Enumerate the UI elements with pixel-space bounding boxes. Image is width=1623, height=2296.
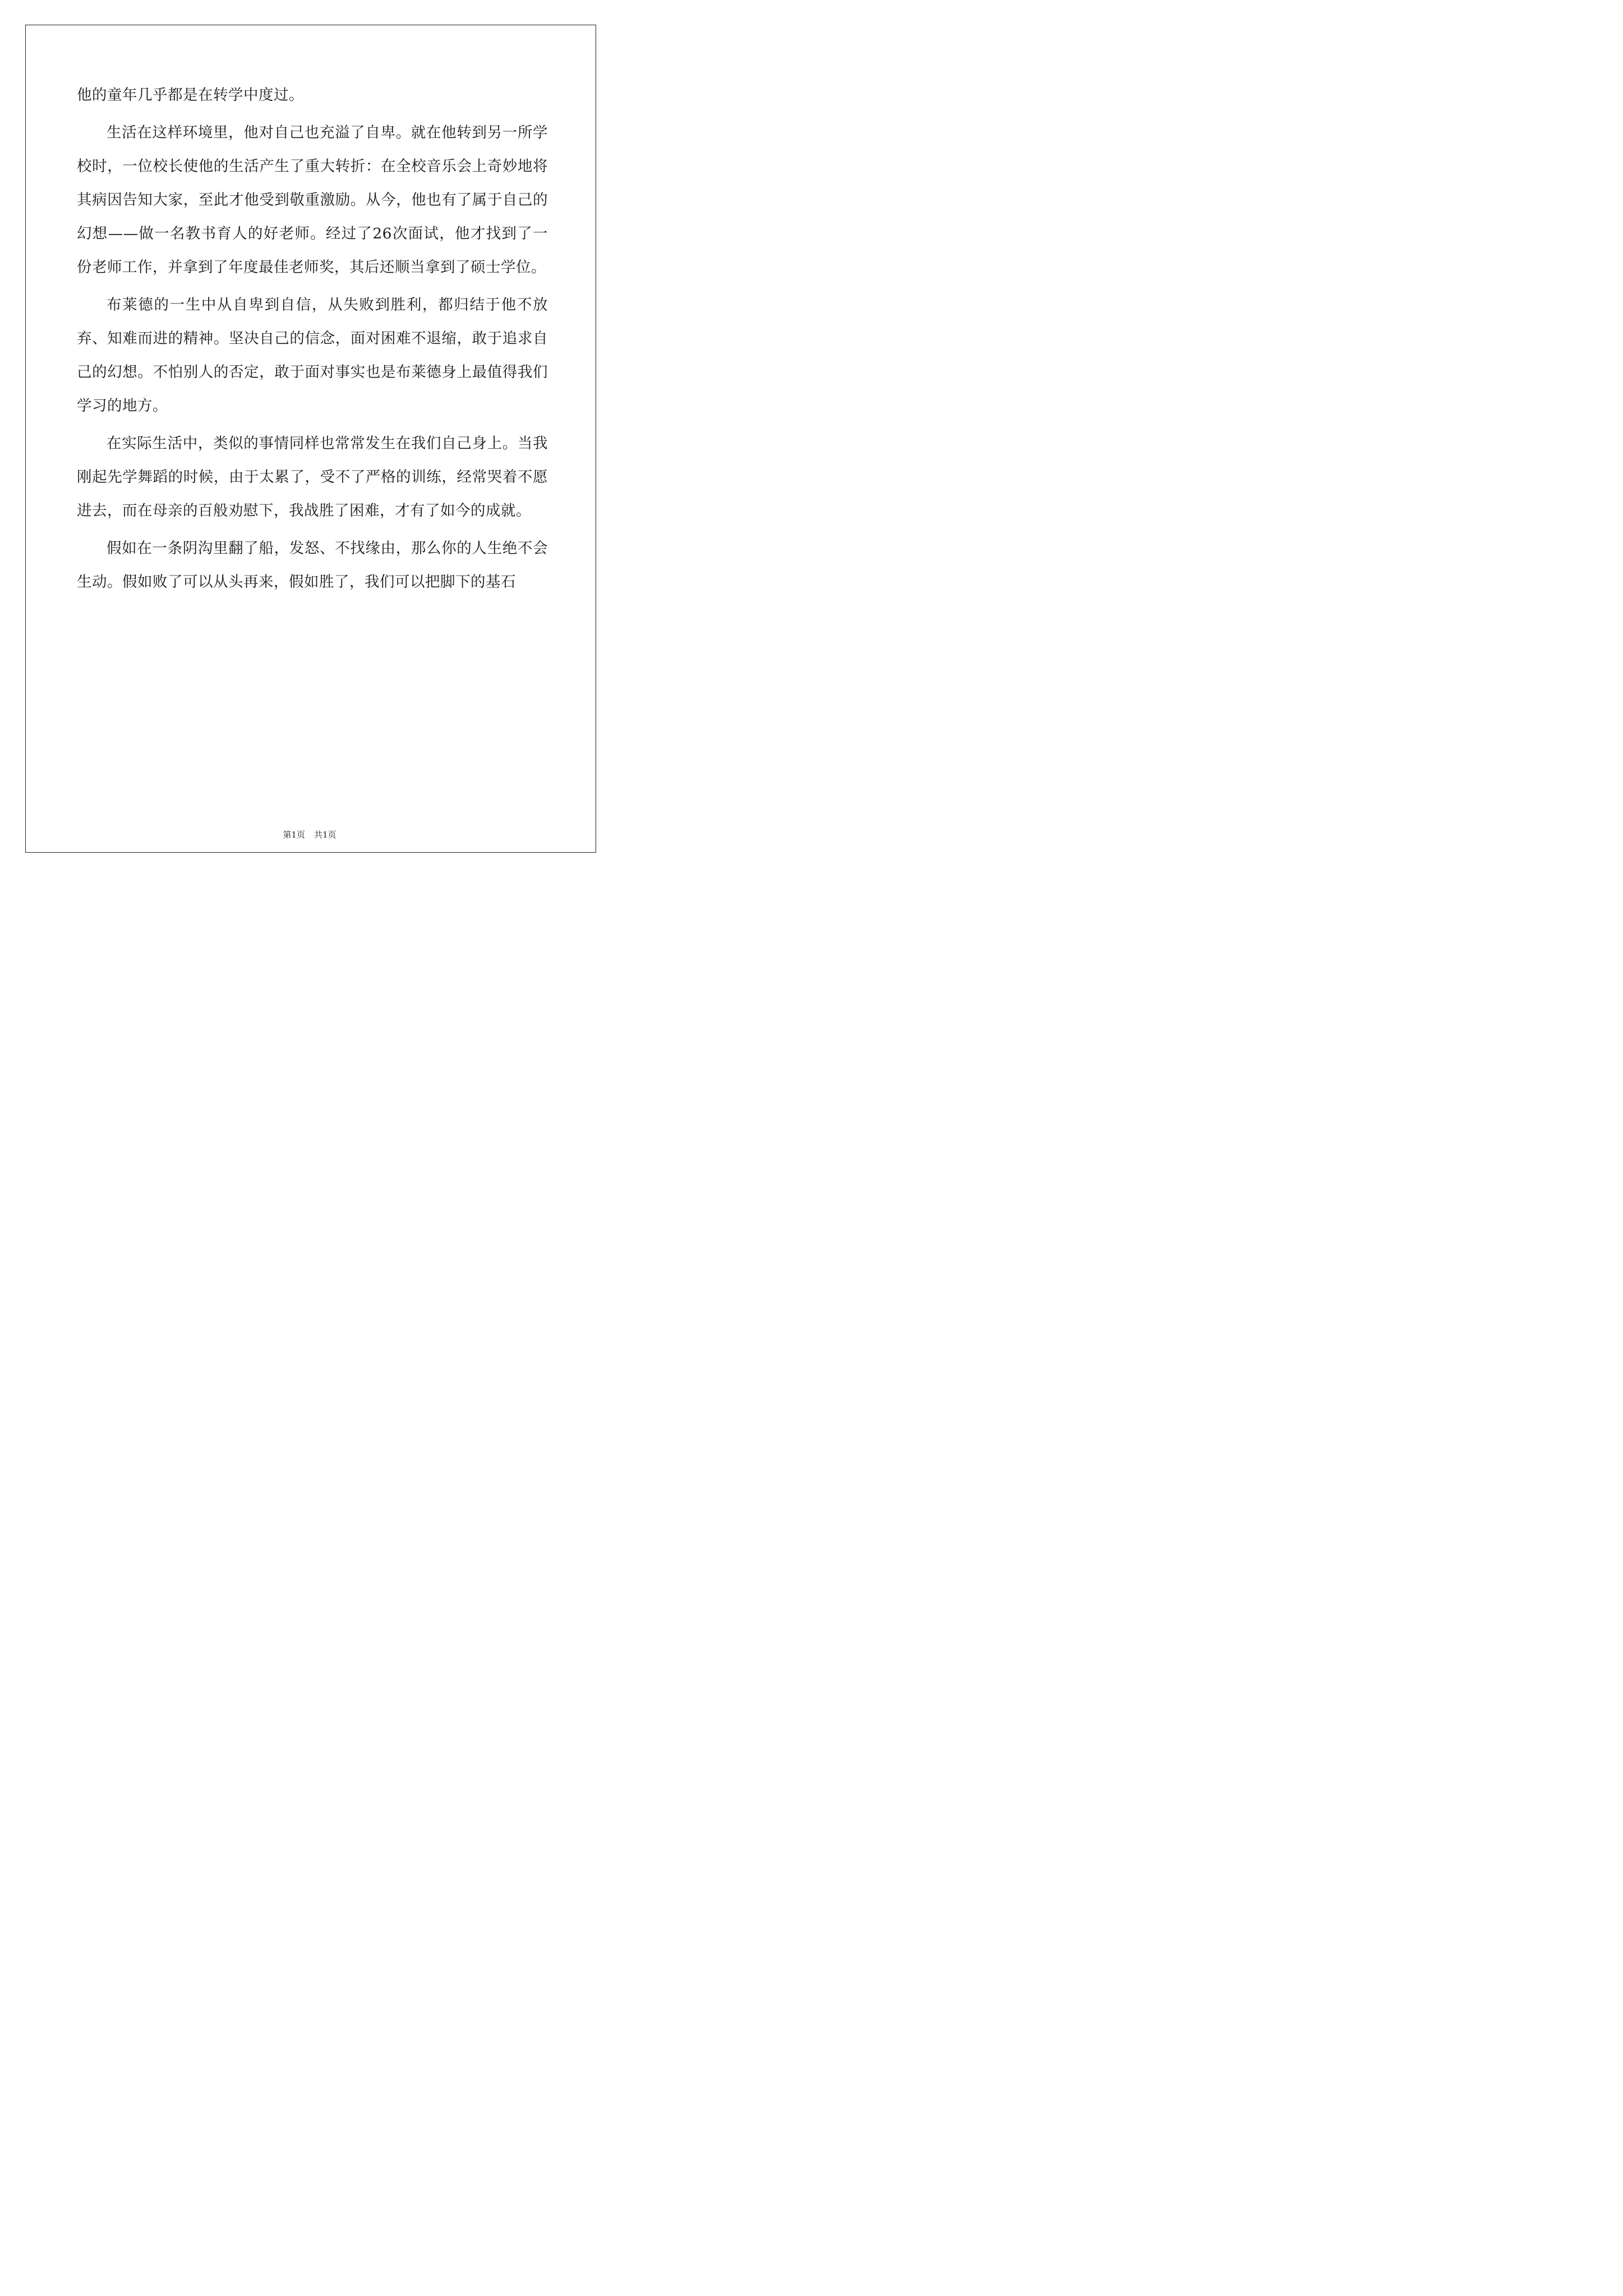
- page-footer: [0, 829, 619, 840]
- paragraph-4: 在实际生活中，类似的事情同样也常常发生在我们自己身上。当我刚起先学舞蹈的时候，由于太累了，受不了严格的训练，经常哭着不愿进去，而在母亲的百般劝慰下，我战胜了困难，才有了如今的成就。: [77, 435, 548, 519]
- page-number-current: 第1页: [283, 830, 305, 840]
- paragraph-1: 他的童年几乎都是在转学中度过。: [77, 86, 304, 104]
- page-number-total: 共1页: [314, 830, 336, 840]
- paragraph-2: 生活在这样环境里，他对自己也充溢了自卑。就在他转到另一所学校时，一位校长使他的生活产生了重大转折：在全校音乐会上奇妙地将其病因告知大家，至此才他受到敬重激励。从今，他也有了属于自己的幻想——做一名教书育人的好老师。经过了26次面试，他才找到了一份老师工作，并拿到了年度最佳老师奖，其后还顺当拿到了硕士学位。: [77, 124, 548, 276]
- paragraph-5: 假如在一条阴沟里翻了船，发怒、不找缘由，那么你的人生绝不会生动。假如败了可以从头再来，假如胜了，我们可以把脚下的基石: [77, 540, 548, 591]
- paragraph-3: 布莱德的一生中从自卑到自信，从失败到胜利，都归结于他不放弃、知难而进的精神。坚决自己的信念，面对困难不退缩，敢于追求自己的幻想。不怕别人的否定，敢于面对事实也是布莱德身上最值得我们学习的地方。: [77, 296, 548, 415]
- document-body: [77, 79, 548, 603]
